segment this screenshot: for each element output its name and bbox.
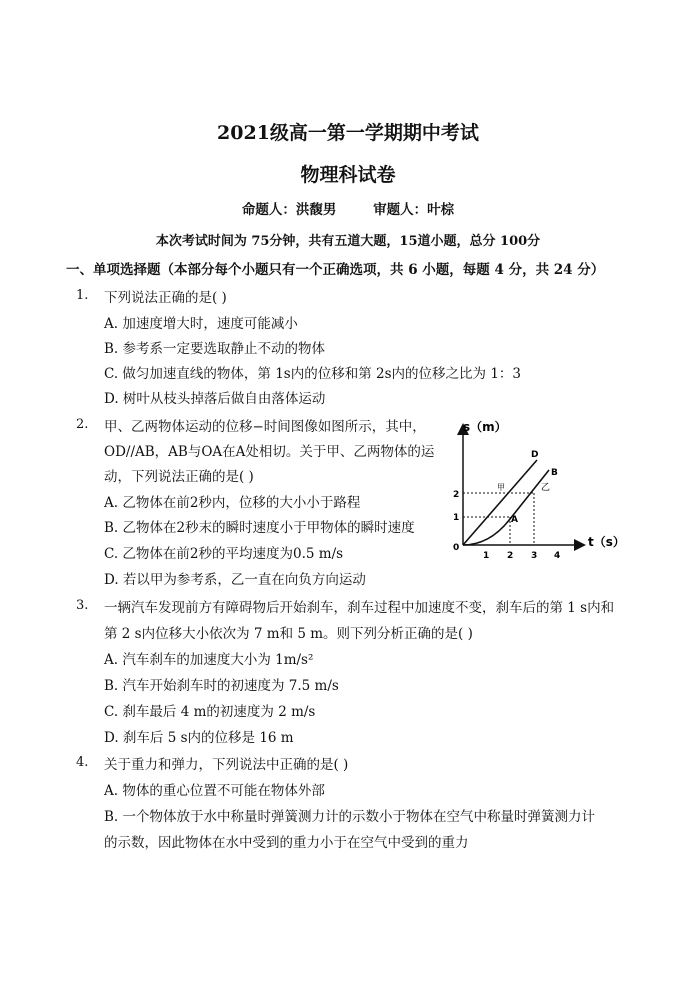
question-1-option-c: C. 做匀加速直线的物体，第 1s内的位移和第 2s内的位移之比为 1：3 xyxy=(104,366,522,382)
question-1-stem: 下列说法正确的是( ) xyxy=(104,290,227,306)
label-jia: 甲 xyxy=(497,483,505,492)
question-3-option-b: B. 汽车开始刹车时的初速度为 7.5 m/s xyxy=(104,678,339,694)
question-1-number: 1. xyxy=(76,288,89,303)
question-1-option-b: B. 参考系一定要选取静止不动的物体 xyxy=(104,341,326,357)
question-4-stem: 关于重力和弹力，下列说法中正确的是( ) xyxy=(104,757,349,773)
question-2-option-b: B. 乙物体在2秒末的瞬时速度小于甲物体的瞬时速度 xyxy=(104,520,415,536)
question-1-option-a: A. 加速度增大时，速度可能减小 xyxy=(104,316,298,332)
x-tick-1: 1 xyxy=(483,551,490,561)
question-4-number: 4. xyxy=(76,755,89,770)
label-b: B xyxy=(551,468,558,478)
line-od-jia xyxy=(463,460,537,545)
exam-title: 2021级高一第一学期期中考试 xyxy=(217,122,479,144)
question-1-option-d: D. 树叶从枝头掉落后做自由落体运动 xyxy=(104,391,326,407)
y-tick-2: 2 xyxy=(453,490,460,500)
authors-line xyxy=(0,198,696,218)
question-3-stem-line-1: 一辆汽车发现前方有障碍物后开始刹车，刹车过程中加速度不变，刹车后的第 1 s内和 xyxy=(104,600,615,616)
question-2-option-c: C. 乙物体在前2秒的平均速度为0.5 m/s xyxy=(104,546,344,562)
x-tick-2: 2 xyxy=(507,551,514,561)
y-tick-1: 1 xyxy=(453,513,460,523)
question-3-option-d: D. 刹车后 5 s内的位移是 16 m xyxy=(104,730,294,746)
question-2-option-a: A. 乙物体在前2秒内，位移的大小小于路程 xyxy=(104,495,361,511)
section-title: 一、单项选择题（本部分每个小题只有一个正确选项，共 6 小题，每题 4 分，共 24 分） xyxy=(66,262,605,278)
question-3-number: 3. xyxy=(76,598,89,613)
question-4-option-a: A. 物体的重心位置不可能在物体外部 xyxy=(104,783,325,799)
question-3-stem-line-2: 第 2 s内位移大小依次为 7 m和 5 m。则下列分析正确的是( ) xyxy=(104,626,473,642)
label-a: A xyxy=(511,515,518,525)
position-time-graph xyxy=(445,412,625,562)
x-axis-label: t（s） xyxy=(588,535,625,549)
x-tick-3: 3 xyxy=(531,551,538,561)
question-4-option-b: B. 一个物体放于水中称量时弹簧测力计的示数小于物体在空气中称量时弹簧测力计 xyxy=(104,809,596,825)
y-axis-label: s（m） xyxy=(463,420,507,434)
label-d: D xyxy=(531,450,539,460)
question-4-option-b-cont: 的示数，因此物体在水中受到的重力小于在空气中受到的重力 xyxy=(104,835,469,851)
question-2-number: 2. xyxy=(76,417,89,432)
reviewer-name: 审题人：叶棕 xyxy=(373,202,455,218)
question-2-option-d: D. 若以甲为参考系，乙一直在向负方向运动 xyxy=(104,572,366,588)
exam-subtitle: 物理科试卷 xyxy=(300,164,396,186)
label-yi: 乙 xyxy=(541,483,551,493)
question-2-stem-line-1: 甲、乙两物体运动的位移−时间图像如图所示，其中， xyxy=(104,419,426,435)
question-3-option-a: A. 汽车刹车的加速度大小为 1m/s² xyxy=(104,652,314,668)
author-name: 命题人：洪馥男 xyxy=(241,202,337,218)
curve-oab-yi xyxy=(463,470,549,545)
question-3-option-c: C. 刹车最后 4 m的初速度为 2 m/s xyxy=(104,704,316,720)
origin-label: 0 xyxy=(453,543,460,553)
question-2-stem-line-3: 动，下列说法正确的是( ) xyxy=(104,469,254,485)
exam-info: 本次考试时间为 75分钟，共有五道大题，15道小题，总分 100分 xyxy=(155,234,541,249)
question-2-stem-line-2: OD//AB，AB与OA在A处相切。关于甲、乙两物体的运 xyxy=(104,444,435,460)
x-tick-4: 4 xyxy=(554,551,561,561)
